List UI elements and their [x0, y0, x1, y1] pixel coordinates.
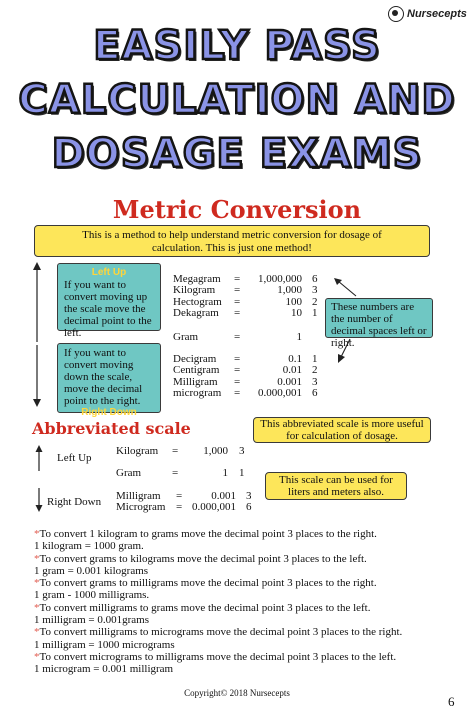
unit-eq: =	[172, 445, 179, 457]
unit-value: 0.1	[288, 353, 302, 365]
unit-name: Decigram	[173, 353, 217, 365]
left-up-label: Left Up	[91, 267, 127, 278]
abbrev-note: This abbreviated scale is more useful for calculation of dosage.	[253, 417, 431, 443]
unit-value: 0.01	[282, 364, 302, 376]
unit-name: Gram	[116, 467, 142, 479]
unit-eq: =	[234, 307, 241, 319]
list-item: 1 milligram = 1000 micrograms	[34, 638, 175, 651]
headline-line-3: DOSAGE EXAMS	[51, 131, 423, 177]
liters-meters-note: This scale can be used for liters and meters also.	[265, 472, 407, 500]
abbrev-down-arrow-icon	[33, 488, 45, 512]
list-item: *To convert grams to milligrams move the decimal point 3 places to the right.	[34, 577, 377, 590]
unit-places: 6	[312, 387, 318, 399]
abbrev-title: Abbreviated scale	[32, 419, 191, 438]
unit-name: Megagram	[173, 273, 221, 285]
intro-note: This is a method to help understand metric conversion for dosage of calculation. This is just one method!	[34, 225, 430, 257]
unit-places: 6	[246, 501, 252, 513]
pointer-up-arrow-icon	[332, 276, 360, 298]
copyright-footer: Copyright© 2018 Nursecepts	[184, 688, 290, 698]
unit-eq: =	[176, 501, 183, 513]
list-item: *To convert 1 kilogram to grams move the decimal point 3 places to the right.	[34, 528, 377, 540]
unit-name: microgram	[173, 387, 222, 399]
list-item: *To convert milligrams to micrograms move the decimal point 3 places to the right.	[34, 626, 403, 639]
unit-eq: =	[234, 331, 241, 343]
list-item: 1 microgram = 0.001 milligram	[34, 663, 174, 676]
unit-value: 1	[296, 331, 302, 343]
unit-eq: =	[234, 364, 241, 376]
list-item: 1 kilogram = 1000 gram.	[34, 540, 144, 553]
unit-value: 0.001	[211, 490, 236, 502]
list-item: *To convert grams to kilograms move the decimal point 3 places to the left.	[34, 552, 367, 565]
unit-places: 1	[312, 353, 318, 365]
left-up-box	[57, 263, 161, 339]
unit-name: Kilogram	[116, 445, 159, 457]
unit-value: 1	[222, 467, 228, 479]
unit-eq: =	[234, 376, 241, 388]
unit-name: Milligram	[116, 490, 161, 502]
unit-places: 1	[312, 307, 318, 319]
list-item: 1 gram - 1000 milligrams.	[34, 589, 150, 602]
right-down-box	[57, 343, 161, 418]
brand-logo	[388, 4, 470, 24]
unit-value: 0.000,001	[192, 501, 236, 513]
logo-mark-icon	[388, 6, 404, 22]
up-arrow-icon	[30, 262, 44, 342]
unit-eq: =	[172, 467, 179, 479]
unit-eq: =	[234, 353, 241, 365]
abbrev-up-arrow-icon	[33, 445, 45, 471]
unit-name: Centigram	[173, 364, 220, 376]
unit-eq: =	[176, 490, 183, 502]
unit-places: 1	[239, 467, 245, 479]
unit-name: Gram	[173, 331, 199, 343]
left-up-text: If you want to convert moving up the scale move the decimal point to the left.	[64, 279, 152, 339]
list-item: *To convert milligrams to grams move the decimal point 3 places to the left.	[34, 601, 371, 614]
abbrev-right-down-label: Right Down	[47, 496, 102, 508]
pointer-down-arrow-icon	[336, 338, 354, 364]
unit-places: 6	[312, 273, 318, 285]
abbrev-left-up-label: Left Up	[57, 452, 92, 464]
section-title: Metric Conversion	[112, 195, 362, 224]
unit-places: 3	[246, 490, 252, 502]
right-down-text: If you want to convert moving down the scale, move the decimal point to the right.	[64, 347, 143, 407]
right-down-label: Right Down	[81, 407, 137, 418]
list-item: 1 milligram = 0.001grams	[34, 614, 149, 627]
unit-value: 10	[291, 307, 302, 319]
brand-name: Nursecepts	[407, 8, 467, 20]
unit-name: Dekagram	[173, 307, 219, 319]
headline-line-1: EASILY PASS	[93, 23, 381, 69]
unit-value: 1,000	[277, 284, 302, 296]
unit-name: Milligram	[173, 376, 218, 388]
headline-line-2: CALCULATION AND	[18, 77, 456, 123]
unit-name: Hectogram	[173, 296, 222, 308]
down-arrow-icon	[30, 345, 44, 407]
unit-eq: =	[234, 273, 241, 285]
unit-places: 3	[239, 445, 245, 457]
unit-places: 3	[312, 284, 318, 296]
unit-eq: =	[234, 387, 241, 399]
unit-name: Microgram	[116, 501, 166, 513]
list-item: 1 gram = 0.001 kilograms	[34, 564, 149, 577]
page-number: 6	[448, 694, 455, 709]
unit-eq: =	[234, 284, 241, 296]
list-item: *To convert micrograms to milligrams move the decimal point 3 places to the left.	[34, 650, 397, 663]
conversion-list	[34, 528, 464, 676]
unit-value: 0.001	[277, 376, 302, 388]
decimal-spaces-note: These numbers are the number of decimal spaces left or right.	[325, 298, 433, 338]
unit-eq: =	[234, 296, 241, 308]
unit-value: 1,000,000	[258, 273, 302, 285]
unit-places: 3	[312, 376, 318, 388]
unit-places: 2	[312, 364, 318, 376]
unit-value: 0.000,001	[258, 387, 302, 399]
unit-name: Kilogram	[173, 284, 216, 296]
unit-value: 1,000	[203, 445, 228, 457]
unit-places: 2	[312, 296, 318, 308]
unit-value: 100	[285, 296, 302, 308]
